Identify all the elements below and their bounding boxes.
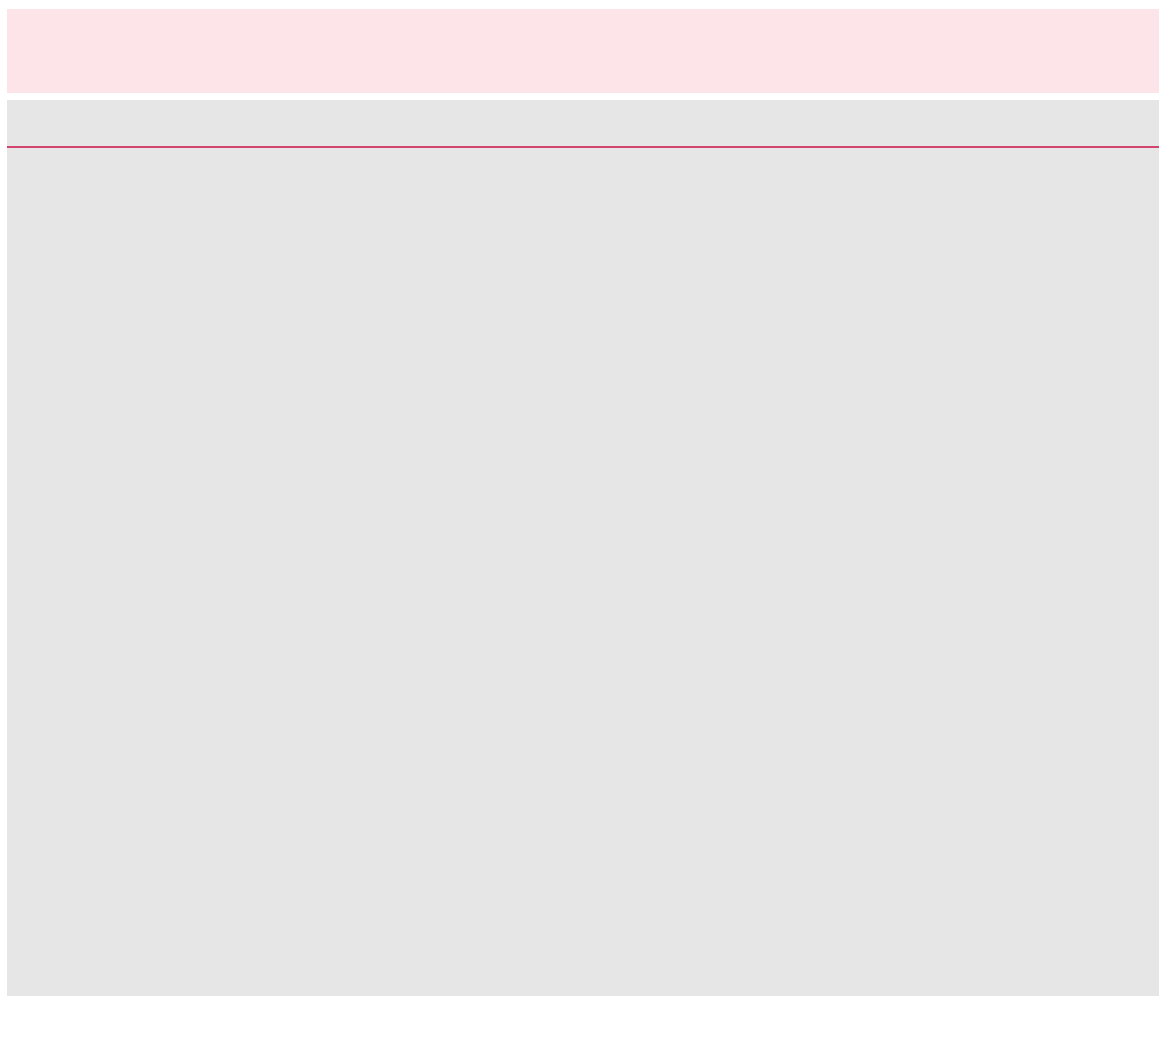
- table-title: [27, 36, 39, 65]
- table-header: [7, 100, 1159, 148]
- table-title-bar: [7, 9, 1159, 93]
- treatment-table: [7, 100, 1159, 996]
